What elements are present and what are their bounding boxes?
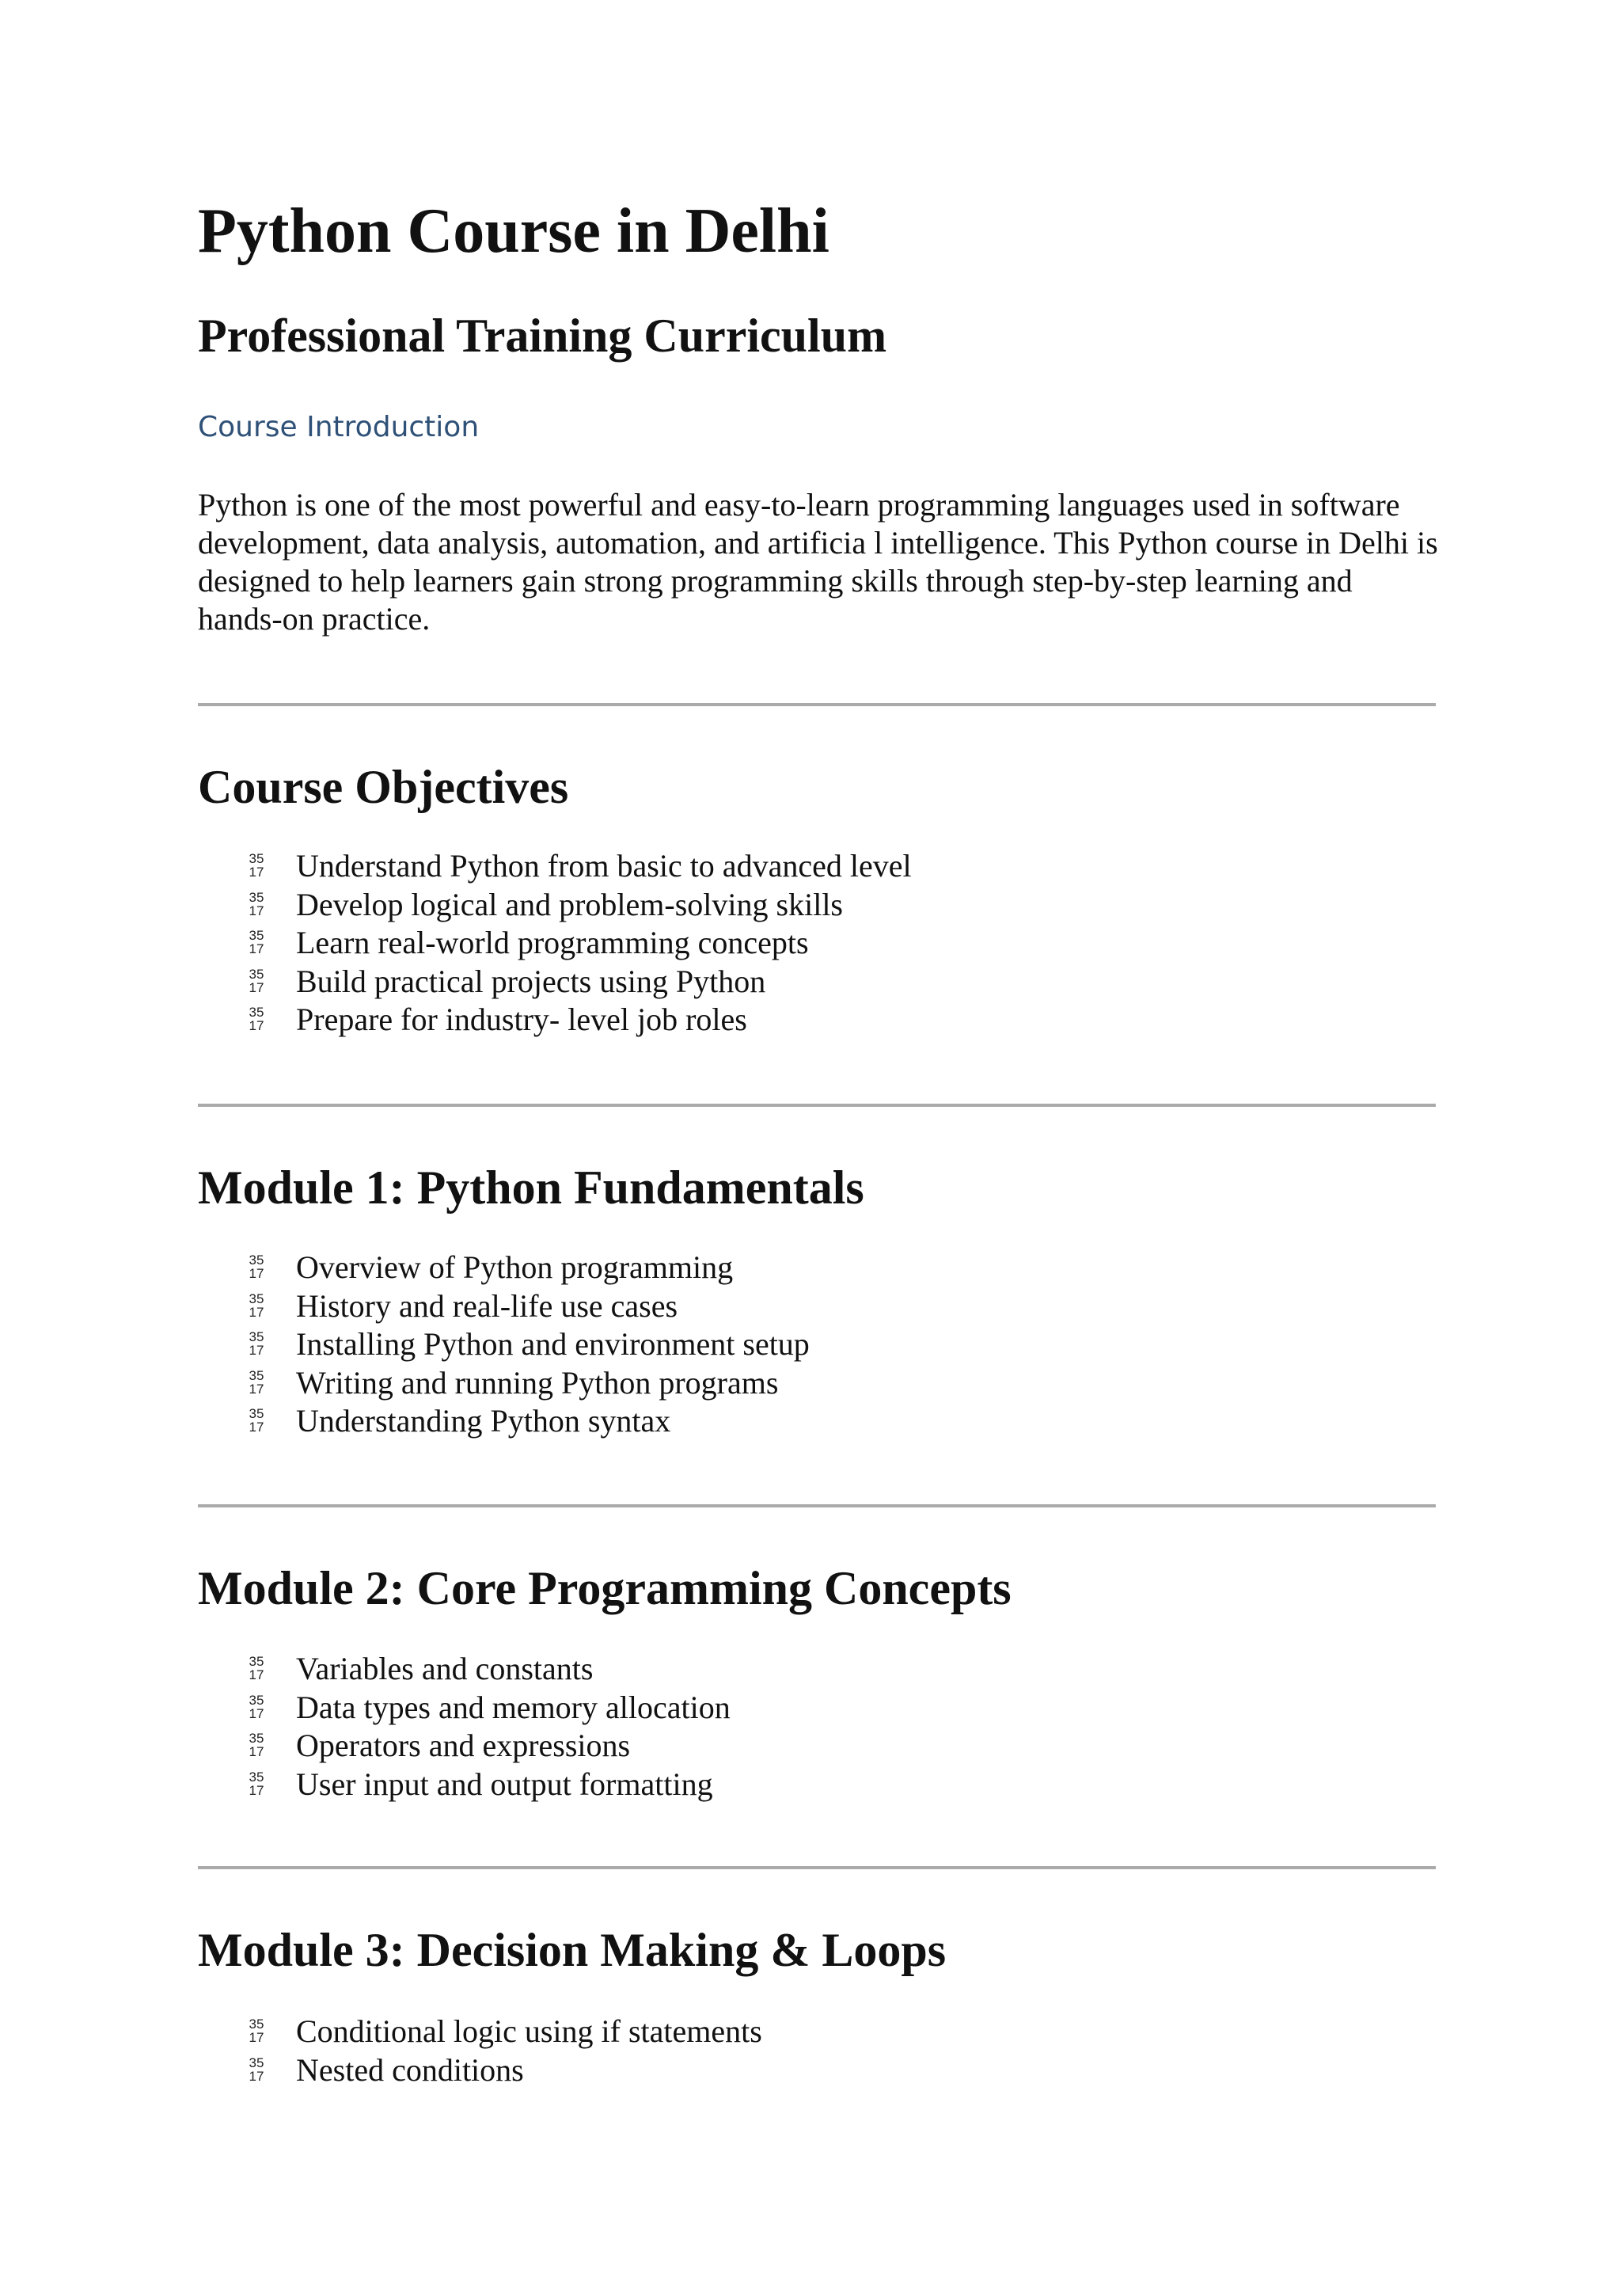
bullet-marker-icon	[247, 1693, 266, 1720]
bullet-marker-icon	[247, 929, 266, 956]
list-item-text: Develop logical and problem-solving skills	[296, 886, 843, 922]
bullet-marker-icon	[247, 1253, 266, 1280]
bullet-marker-bottom: 17	[249, 2030, 264, 2045]
list-item-text: Understanding Python syntax	[296, 1403, 671, 1439]
bullet-marker-bottom: 17	[249, 941, 264, 956]
bullet-marker-top: 35	[249, 1005, 264, 1020]
section-heading: Module 1: Python Fundamentals	[198, 1161, 864, 1214]
section-heading: Course Objectives	[198, 761, 569, 813]
bullet-marker-icon	[247, 1292, 266, 1319]
list-item-text: History and real-life use cases	[296, 1287, 678, 1324]
bullet-marker-icon	[247, 1005, 266, 1032]
list-item-text: Operators and expressions	[296, 1728, 631, 1763]
bullet-marker-bottom: 17	[249, 1782, 264, 1798]
list-item-text: User input and output formatting	[296, 1766, 713, 1802]
section-divider	[198, 1104, 1436, 1107]
bullet-marker-top: 35	[249, 966, 264, 982]
list-item-text: Build practical projects using Python	[296, 963, 766, 999]
page-subtitle: Professional Training Curriculum	[198, 310, 887, 362]
bullet-marker-bottom: 17	[249, 1744, 264, 1759]
bullet-marker-bottom: 17	[249, 1705, 264, 1721]
bullet-marker-icon	[247, 891, 266, 918]
bullet-marker-bottom: 17	[249, 865, 264, 880]
bullet-marker-icon	[247, 2017, 266, 2044]
list-item-text: Variables and constants	[296, 1651, 594, 1686]
bullet-marker-icon	[247, 2056, 266, 2083]
bullet-marker-bottom: 17	[249, 1266, 264, 1281]
list-item-text: Learn real-world programming concepts	[296, 925, 809, 960]
bullet-marker-bottom: 17	[249, 1667, 264, 1682]
list-item-text: Installing Python and environment setup	[296, 1326, 810, 1362]
bullet-marker-bottom: 17	[249, 1381, 264, 1397]
section-heading: Module 3: Decision Making & Loops	[198, 1924, 947, 1976]
list-item-text: Data types and memory allocation	[296, 1689, 731, 1725]
bullet-marker-top: 35	[249, 851, 264, 866]
section-divider	[198, 1504, 1436, 1507]
bullet-marker-icon	[247, 1369, 266, 1396]
section-divider	[198, 703, 1436, 706]
bullet-marker-top: 35	[249, 1367, 264, 1383]
bullet-marker-icon	[247, 1407, 266, 1434]
bullet-marker-top: 35	[249, 889, 264, 905]
list-item-text: Conditional logic using if statements	[296, 2013, 762, 2049]
bullet-marker-icon	[247, 1330, 266, 1357]
bullet-marker-top: 35	[249, 2055, 264, 2070]
bullet-marker-bottom: 17	[249, 903, 264, 918]
bullet-marker-top: 35	[249, 1731, 264, 1746]
section-heading: Module 2: Core Programming Concepts	[198, 1562, 1012, 1614]
bullet-marker-bottom: 17	[249, 979, 264, 995]
intro-paragraph: Python is one of the most powerful and easy-to-learn programming languages used in software development, data analysis, automation, and artificia l intelligence. This Python course in Delhi is designed to help learners gain strong programming skills through step-by-step learning and hands-on practice.	[198, 487, 1438, 637]
list-item-text: Prepare for industry- level job roles	[296, 1002, 747, 1037]
page-title: Python Course in Delhi	[198, 196, 829, 266]
list-item-text: Overview of Python programming	[296, 1249, 734, 1285]
bullet-marker-bottom: 17	[249, 1420, 264, 1435]
bullet-marker-top: 35	[249, 1253, 264, 1268]
bullet-marker-bottom: 17	[249, 1343, 264, 1358]
bullet-marker-icon	[247, 852, 266, 879]
list-item-text: Writing and running Python programs	[296, 1364, 779, 1401]
bullet-marker-icon	[247, 967, 266, 994]
bullet-marker-bottom: 17	[249, 2068, 264, 2084]
list-item-text: Nested conditions	[296, 2051, 524, 2088]
intro-heading: Course Introduction	[198, 411, 480, 443]
bullet-marker-top: 35	[249, 1769, 264, 1785]
bullet-marker-icon	[247, 1732, 266, 1758]
bullet-marker-top: 35	[249, 1406, 264, 1421]
bullet-marker-top: 35	[249, 1692, 264, 1708]
bullet-marker-bottom: 17	[249, 1304, 264, 1320]
bullet-marker-icon	[247, 1655, 266, 1682]
bullet-marker-top: 35	[249, 1291, 264, 1306]
bullet-marker-top: 35	[249, 1654, 264, 1669]
bullet-marker-top: 35	[249, 2017, 264, 2032]
bullet-marker-top: 35	[249, 1329, 264, 1344]
bullet-marker-top: 35	[249, 928, 264, 943]
bullet-marker-icon	[247, 1770, 266, 1797]
bullet-marker-bottom: 17	[249, 1018, 264, 1033]
section-divider	[198, 1866, 1436, 1869]
list-item-text: Understand Python from basic to advanced level	[296, 848, 912, 884]
